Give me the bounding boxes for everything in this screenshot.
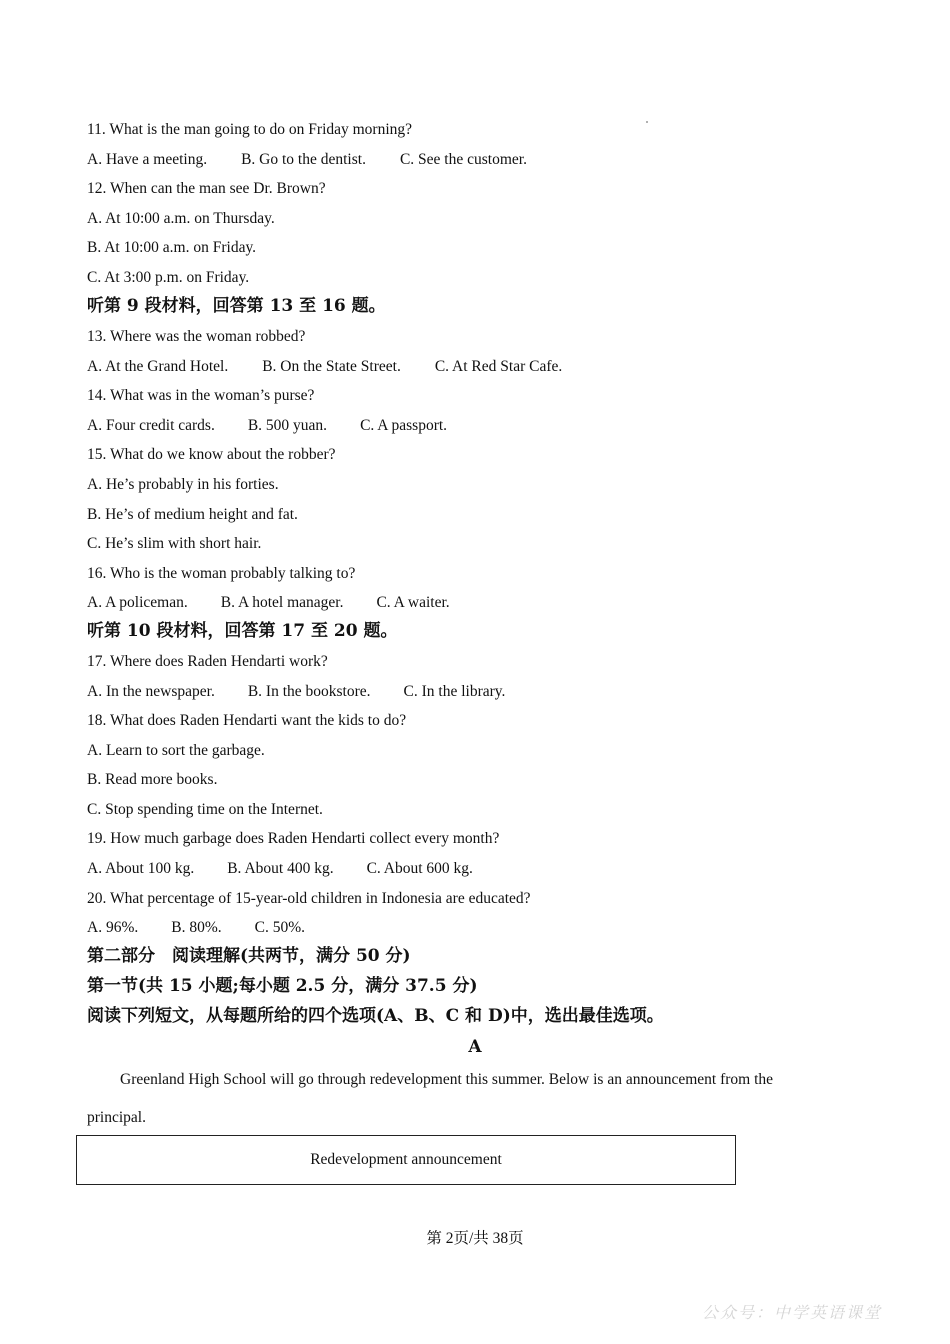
options-14 [87, 416, 447, 436]
option: C. About 600 kg. [366, 860, 473, 877]
part-heading: 第二部分 阅读理解(共两节，满分 50 分) [87, 946, 411, 966]
option: B. A hotel manager. [220, 594, 344, 611]
option: A. 96%. [87, 919, 139, 936]
question-12: 12. When can the man see Dr. Brown? [87, 180, 326, 197]
announcement-box [76, 1135, 736, 1185]
option: B. At 10:00 a.m. on Friday. [87, 239, 257, 256]
option: C. In the library. [403, 683, 506, 700]
option: B. 500 yuan. [247, 417, 328, 434]
passage-intro: Greenland High School will go through redevelopment this summer. Below is an announcement from the principal. [87, 1071, 774, 1126]
option: B. On the State Street. [262, 358, 401, 375]
option: B. He’s of medium height and fat. [87, 506, 298, 523]
question-18: 18. What does Raden Hendarti want the kids to do? [87, 712, 407, 729]
option: C. 50%. [254, 919, 305, 936]
option: C. A waiter. [376, 594, 450, 611]
options-19 [87, 859, 473, 879]
question-19: 19. How much garbage does Raden Hendarti collect every month? [87, 830, 500, 847]
option: A. Have a meeting. [87, 151, 208, 168]
option: A. About 100 kg. [87, 860, 195, 877]
option: B. About 400 kg. [227, 860, 334, 877]
option: A. Four credit cards. [87, 417, 215, 434]
options-20 [87, 918, 305, 938]
option: C. Stop spending time on the Internet. [87, 801, 323, 818]
option: C. See the customer. [399, 151, 527, 168]
question-17: 17. Where does Raden Hendarti work? [87, 653, 328, 670]
options-13 [87, 357, 562, 377]
option: B. 80%. [171, 919, 222, 936]
option: A. A policeman. [87, 594, 188, 611]
question-11: 11. What is the man going to do on Friday morning? [87, 121, 413, 138]
question-14: 14. What was in the woman’s purse? [87, 387, 315, 404]
option: B. Go to the dentist. [241, 151, 366, 168]
watermark: 公众号：中学英语课堂 [701, 1303, 882, 1322]
question-15: 15. What do we know about the robber? [87, 446, 336, 463]
speck [646, 121, 648, 123]
question-13: 13. Where was the woman robbed? [87, 328, 306, 345]
option: A. Learn to sort the garbage. [87, 742, 265, 759]
options-11 [87, 150, 527, 170]
option: A. At the Grand Hotel. [87, 358, 229, 375]
options-17 [87, 682, 505, 702]
instructions: 阅读下列短文，从每题所给的四个选项(A、B、C 和 D)中，选出最佳选项。 [87, 1006, 664, 1026]
option: C. At Red Star Cafe. [434, 358, 563, 375]
option: C. At 3:00 p.m. on Friday. [87, 269, 250, 286]
option: A. In the newspaper. [87, 683, 215, 700]
option: A. At 10:00 a.m. on Thursday. [87, 210, 275, 227]
option: C. He’s slim with short hair. [87, 535, 262, 552]
option: B. In the bookstore. [247, 683, 371, 700]
section-heading: 听第 9 段材料，回答第 13 至 16 题。 [87, 296, 386, 316]
options-16 [87, 593, 450, 613]
option: C. A passport. [360, 417, 448, 434]
question-20: 20. What percentage of 15-year-old children in Indonesia are educated? [87, 890, 531, 907]
option: B. Read more books. [87, 771, 218, 788]
option: A. He’s probably in his forties. [87, 476, 279, 493]
passage-letter: A [468, 1037, 482, 1057]
question-16: 16. Who is the woman probably talking to? [87, 565, 356, 582]
page-footer: 第 2页/共 38页 [426, 1230, 524, 1247]
section-heading: 第一节(共 15 小题;每小题 2.5 分，满分 37.5 分) [87, 976, 478, 996]
announcement-title: Redevelopment announcement [310, 1151, 502, 1168]
section-heading: 听第 10 段材料，回答第 17 至 20 题。 [87, 621, 398, 641]
